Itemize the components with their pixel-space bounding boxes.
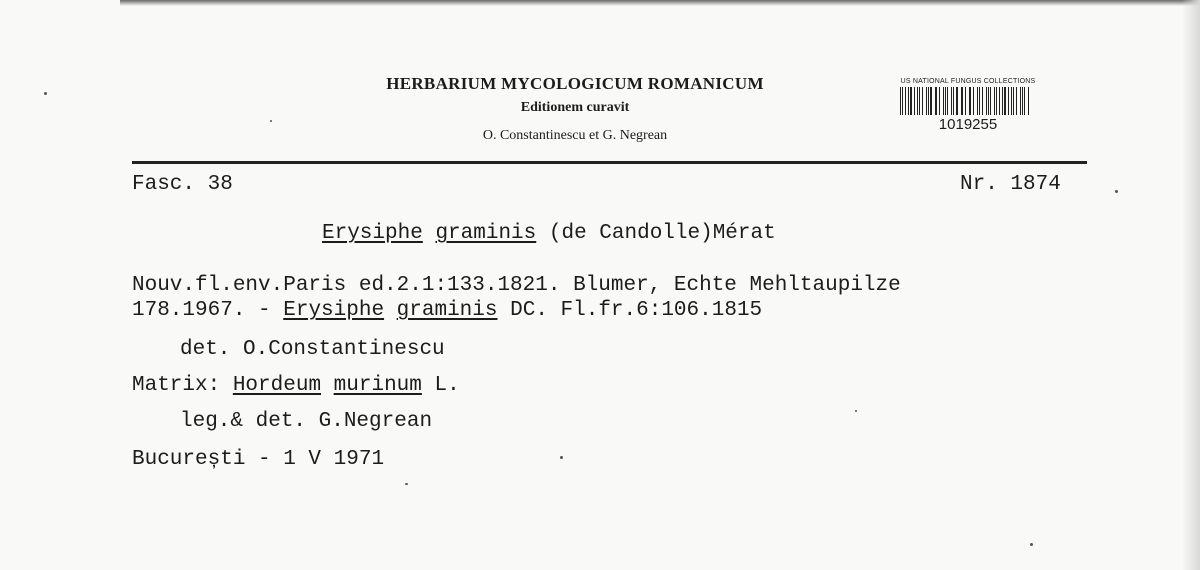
barcode-bar [951,87,952,115]
barcode-bar [1016,87,1017,115]
barcode-bar [988,87,989,115]
barcode-bar [982,87,983,115]
barcode-bar [947,87,948,115]
barcode-bar [919,87,920,115]
barcode-bar [979,87,981,115]
barcode-bar [986,87,987,115]
barcode-bar [953,87,954,115]
speck [1030,543,1033,546]
label-header [320,74,830,144]
taxon-genus: Erysiphe [322,222,423,245]
barcode-number: 1019255 [938,116,998,133]
barcode-bar [965,87,966,115]
speck [44,92,47,95]
barcode-bar [994,87,995,115]
barcode-bar [939,87,940,115]
speck [560,456,563,459]
barcode-bar [969,87,970,115]
barcode-bar [962,87,963,115]
barcode-bar [977,87,978,115]
taxon-name [322,222,776,245]
barcode-bar [945,87,946,115]
host-species: murinum [333,374,422,397]
specimen-number: Nr. 1874 [960,173,1061,196]
speck [855,410,857,412]
host-author: L. [434,374,460,397]
barcode-bar [926,87,927,115]
matrix-line [132,374,460,397]
header-divider [132,161,1087,164]
barcode-bar [1028,87,1029,115]
speck [405,483,408,485]
taxon-authority: (de Candolle)Mérat [548,222,776,245]
barcode-bar [905,87,906,115]
barcode-bar [943,87,944,115]
collector-line: leg.& det. G.Negrean [180,410,433,433]
barcode-block [894,78,1042,133]
editors-names: O. Constantinescu et G. Negrean [482,128,668,143]
barcode-bar [914,87,915,115]
citation-line-2 [132,299,762,322]
barcode-bar [1024,87,1025,115]
barcode-bar [910,87,912,115]
barcode-bar [1002,87,1003,115]
speck [270,120,272,122]
barcode-bar [936,87,937,115]
taxon-species: graminis [435,222,537,245]
barcode-bar [1008,87,1009,115]
right-edge-shadow [1182,0,1200,570]
barcode-bar [999,87,1000,115]
barcode-bar [1020,87,1021,115]
barcode-bar [990,87,991,115]
locality-date: București - 1 V 1971 [132,448,385,471]
speck [1115,190,1118,193]
barcode-icon [900,87,1030,115]
barcode-bar [902,87,903,115]
barcode-bar [917,87,918,115]
barcode-bar [996,87,997,115]
barcode-bar [900,87,901,115]
barcode-bar [935,87,936,115]
host-genus: Hordeum [232,374,322,397]
editor-line: Editionem curavit [520,100,630,115]
barcode-bar [930,87,932,115]
herbarium-title: HERBARIUM MYCOLOGICUM ROMANICUM [386,74,764,93]
barcode-bar [973,87,974,115]
barcode-bar [970,87,971,115]
matrix-label: Matrix: [132,374,221,397]
top-edge-shadow [120,0,1200,6]
barcode-bar [1022,87,1023,115]
collection-name: US NATIONAL FUNGUS COLLECTIONS [900,78,1036,85]
citation-suffix: DC. Fl.fr.6:106.1815 [510,299,763,322]
barcode-bar [908,87,909,115]
barcode-bar [928,87,929,115]
barcode-bar [1011,87,1012,115]
barcode-bar [961,87,962,115]
synonym-species: graminis [396,299,498,322]
synonym-genus: Erysiphe [283,299,385,322]
barcode-bar [1004,87,1006,115]
barcode-bar [1013,87,1014,115]
barcode-bar [922,87,923,115]
determiner-line: det. O.Constantinescu [180,338,445,361]
citation-prefix: 178.1967. - [132,299,271,322]
citation-line-1: Nouv.fl.env.Paris ed.2.1:133.1821. Blumer, Echte Mehltaupilze [132,274,901,297]
fascicle-number: Fasc. 38 [132,173,233,196]
barcode-bar [956,87,958,115]
